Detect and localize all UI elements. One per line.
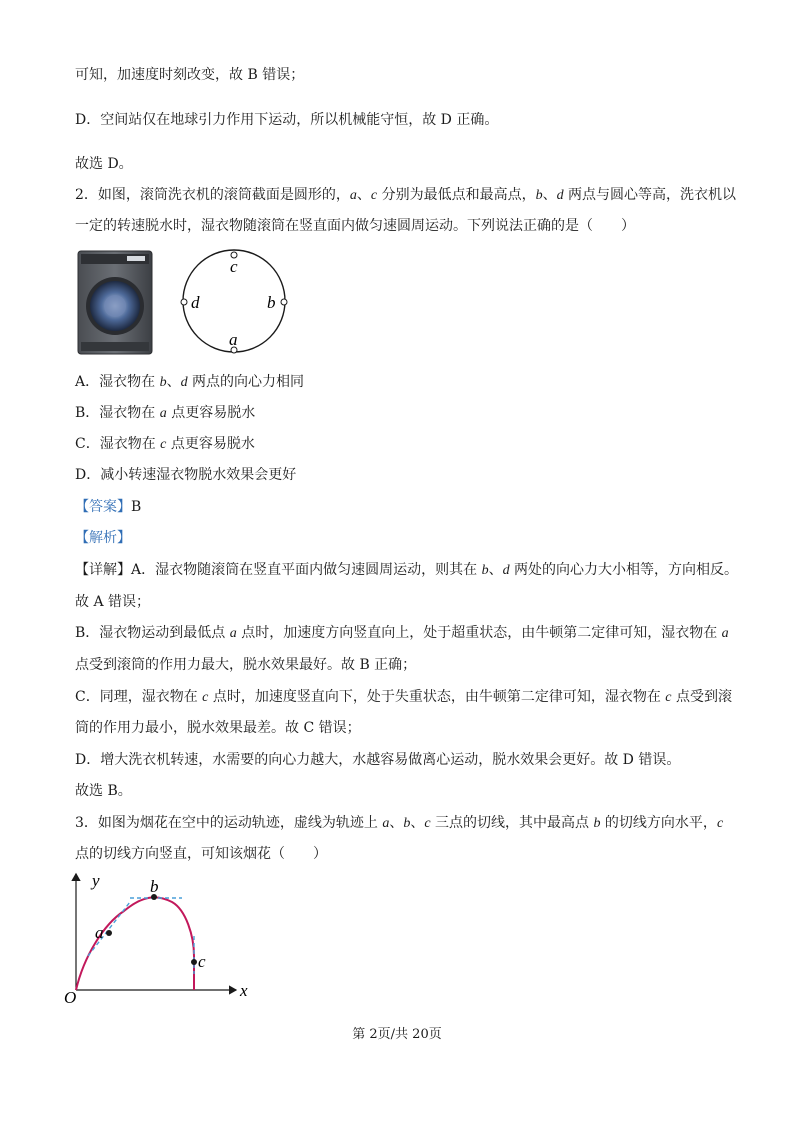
text-line: 故选 D。 [75,156,133,172]
question-2-stem-line2: 一定的转速脱水时，湿衣物随滚筒在竖直面内做匀速圆周运动。下列说法正确的是（ ） [75,218,635,234]
question-3-stem: 3．如图为烟花在空中的运动轨迹，虚线为轨迹上 a、b、c 三点的切线，其中最高点 b 的切线方向水平，c [75,815,724,831]
answer-line: 【答案】B [75,499,142,515]
detail-d-line: D．增大洗衣机转速，水需要的向心力越大，水越容易做离心运动，脱水效果会更好。故 D 错误。 [75,752,681,768]
detail-b-line: B．湿衣物运动到最低点 a 点时，加速度方向竖直向上，处于超重状态，由牛顿第二定律可知，湿衣物在 a [75,625,729,641]
origin-label: O [64,988,77,1006]
detail-line: 故 A 错误； [75,594,151,610]
detail-c-line: C．同理，湿衣物在 c 点时，加速度竖直向下，处于失重状态，由牛顿第二定律可知，湿衣物在 c 点受到滚 [75,689,732,705]
choose-line: 故选 B。 [75,783,132,799]
option-b: B．湿衣物在 a 点更容易脱水 [75,405,256,421]
point-b-marker [281,299,287,305]
point-a [106,930,112,936]
option-d: D．减小转速湿衣物脱水效果会更好 [75,467,297,483]
option-a: A．湿衣物在 b、d 两点的向心力相同 [75,374,305,390]
label-a: a [229,330,238,349]
detail-b-line2: 点受到滚筒的作用力最大，脱水效果最好。故 B 正确； [75,657,417,673]
washing-machine-image [77,250,153,355]
text-line: D．空间站仅在地球引力作用下运动，所以机械能守恒，故 D 正确。 [75,112,499,128]
trajectory-curve [76,897,194,990]
analysis-tag: 【解析】 [75,530,131,546]
point-a-label: a [95,923,104,942]
option-c: C．湿衣物在 c 点更容易脱水 [75,436,255,452]
axis-x-label: x [240,981,248,1000]
axis-y-label: y [92,871,100,890]
label-c: c [230,257,238,276]
question-2-stem: 2．如图，滚筒洗衣机的滚筒截面是圆形的，a、c 分别为最低点和最高点，b、d 两点与圆心等高，洗衣机以 [75,187,737,203]
page-footer: 第 2页/共 20页 [352,1027,442,1042]
label-b: b [267,293,276,312]
trajectory-figure [64,866,264,1006]
point-c [191,959,197,965]
point-b-label: b [150,877,159,896]
detail-c-line2: 筒的作用力最小，脱水效果最差。故 C 错误； [75,720,361,736]
text-line: 可知，加速度时刻改变，故 B 错误； [75,67,305,83]
question-3-stem-line2: 点的切线方向竖直，可知该烟花（ ） [75,846,327,862]
point-d-marker [181,299,187,305]
drum-circle-figure [176,248,296,358]
point-c-label: c [198,952,206,971]
label-d: d [191,293,200,312]
detail-line: 【详解】A．湿衣物随滚筒在竖直平面内做匀速圆周运动，则其在 b、d 两处的向心力大小相等，方向相反。 [75,562,739,578]
